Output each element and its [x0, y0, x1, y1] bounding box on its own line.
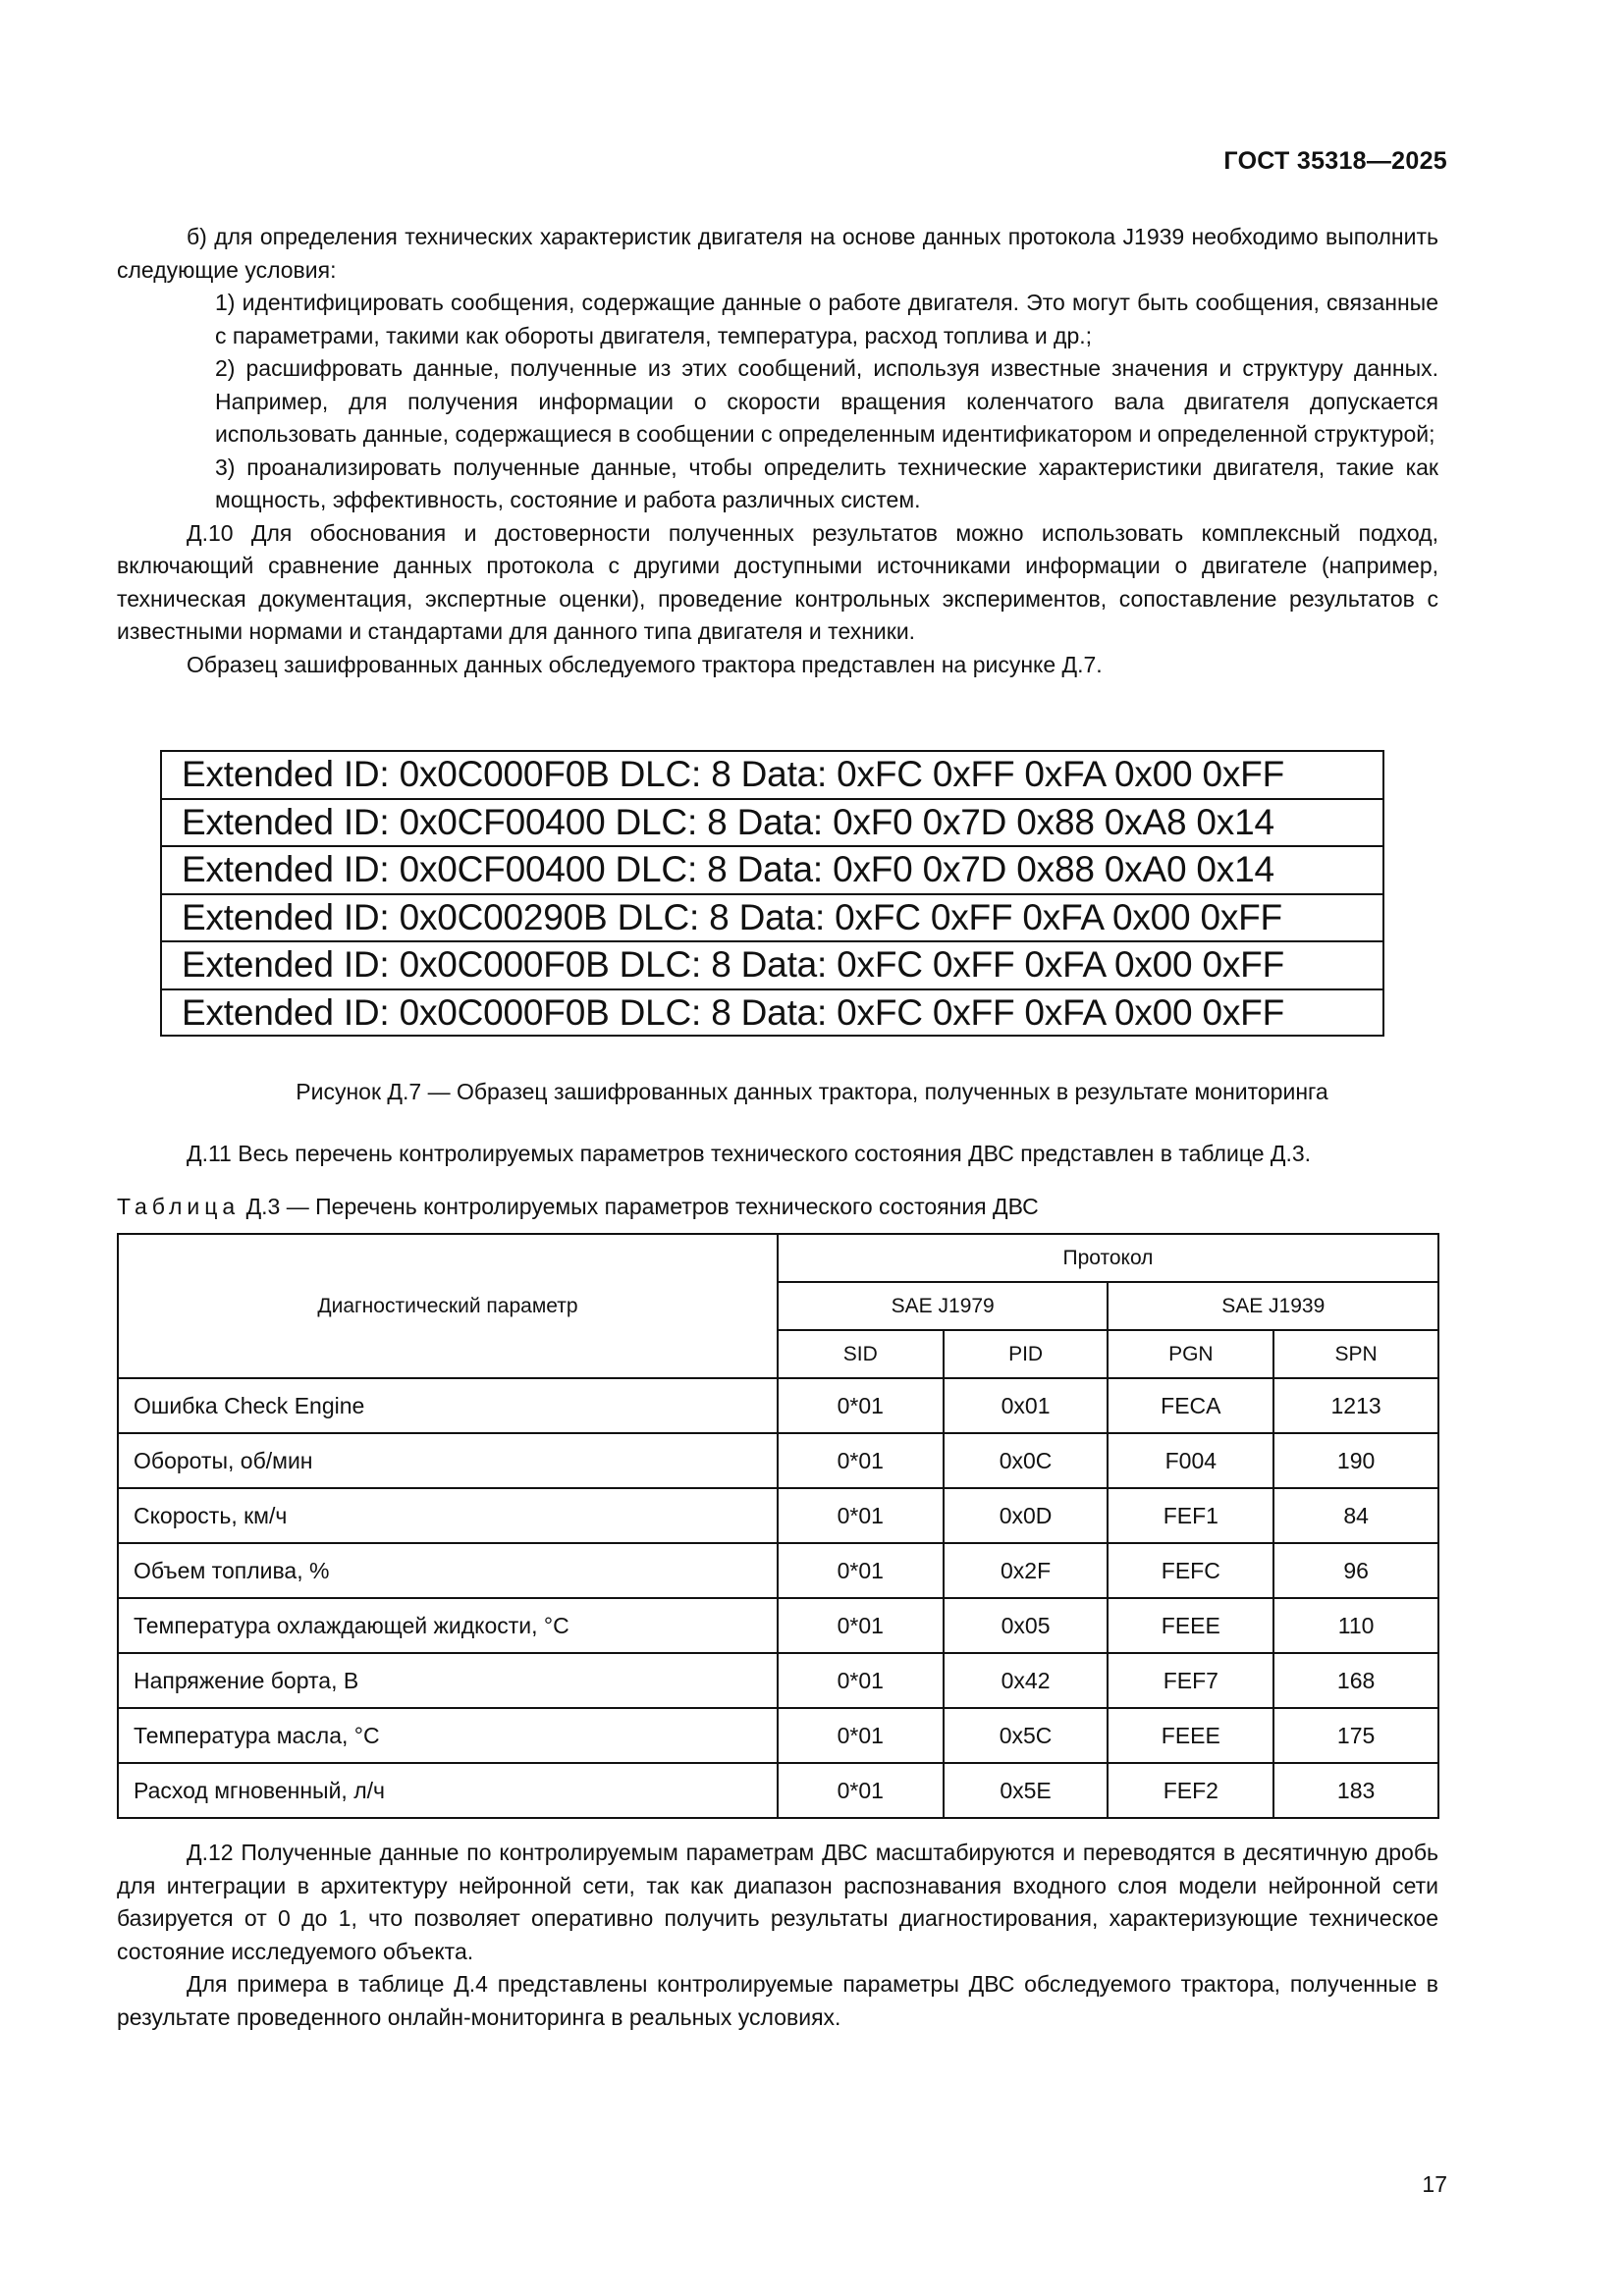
- cell-parameter: Расход мгновенный, л/ч: [118, 1763, 778, 1818]
- cell-sid: 0*01: [778, 1543, 944, 1598]
- list-item-3: 3) проанализировать полученные данные, чтобы определить технические характеристики двигателя, такие как мощность, эффективность, состояние и работа различных систем.: [215, 454, 1438, 512]
- can-message-line: Extended ID: 0x0CF00400 DLC: 8 Data: 0xF0 0x7D 0x88 0xA8 0x14: [162, 800, 1382, 848]
- cell-parameter: Скорость, км/ч: [118, 1488, 778, 1543]
- can-data-figure: [160, 750, 1384, 1037]
- header-spn: SPN: [1273, 1330, 1438, 1378]
- cell-pid: 0x5C: [944, 1708, 1109, 1763]
- cell-sid: 0*01: [778, 1378, 944, 1433]
- can-message-line: Extended ID: 0x0C000F0B DLC: 8 Data: 0xFC 0xFF 0xFA 0x00 0xFF: [162, 752, 1382, 800]
- cell-parameter: Напряжение борта, В: [118, 1653, 778, 1708]
- table-row: [118, 1763, 1438, 1818]
- table-row: [118, 1708, 1438, 1763]
- can-message-line: Extended ID: 0x0CF00400 DLC: 8 Data: 0xF0 0x7D 0x88 0xA0 0x14: [162, 847, 1382, 895]
- table-title-text: Д.3 — Перечень контролируемых параметров технического состояния ДВС: [240, 1194, 1039, 1219]
- table-row: [118, 1433, 1438, 1488]
- cell-spn: 190: [1273, 1433, 1438, 1488]
- list-item-2: 2) расшифровать данные, полученные из этих сообщений, используя известные значения и структуру данных. Например, для получения информации о скорости вращения коленчатого вала двигателя допускается использовать данные, содержащиеся в сообщении с определенным идентификатором и определенной структурой;: [215, 355, 1438, 447]
- paragraph-d11: Д.11 Весь перечень контролируемых параметров технического состояния ДВС представлен в таблице Д.3.: [187, 1141, 1312, 1166]
- upper-text-block: [117, 221, 1438, 681]
- cell-spn: 110: [1273, 1598, 1438, 1653]
- lower-text-block: [117, 1837, 1438, 2034]
- table-row: [118, 1653, 1438, 1708]
- paragraph-sample-intro: Образец зашифрованных данных обследуемого трактора представлен на рисунке Д.7.: [187, 651, 1103, 677]
- header-sae-j1939: SAE J1939: [1108, 1282, 1438, 1330]
- paragraph-example: Для примера в таблице Д.4 представлены контролируемые параметры ДВС обследуемого трактора, полученные в результате проведенного онлайн-мониторинга в реальных условиях.: [117, 1971, 1438, 2030]
- cell-sid: 0*01: [778, 1433, 944, 1488]
- can-message-line: Extended ID: 0x0C00290B DLC: 8 Data: 0xFC 0xFF 0xFA 0x00 0xFF: [162, 895, 1382, 943]
- table-title: [117, 1194, 1039, 1220]
- table-row: [118, 1598, 1438, 1653]
- header-sae-j1979: SAE J1979: [778, 1282, 1109, 1330]
- table-row: [118, 1488, 1438, 1543]
- header-pid: PID: [944, 1330, 1109, 1378]
- cell-pgn: FEEE: [1108, 1708, 1273, 1763]
- cell-pid: 0x05: [944, 1598, 1109, 1653]
- list-item-1: 1) идентифицировать сообщения, содержащие данные о работе двигателя. Это могут быть сообщения, связанные с параметрами, такими как обороты двигателя, температура, расход топлива и др.;: [215, 290, 1438, 348]
- cell-spn: 175: [1273, 1708, 1438, 1763]
- page-number: 17: [1422, 2171, 1447, 2197]
- cell-spn: 96: [1273, 1543, 1438, 1598]
- cell-pgn: FEF2: [1108, 1763, 1273, 1818]
- header-sid: SID: [778, 1330, 944, 1378]
- cell-pgn: FEFC: [1108, 1543, 1273, 1598]
- cell-spn: 183: [1273, 1763, 1438, 1818]
- cell-pgn: F004: [1108, 1433, 1273, 1488]
- header-pgn: PGN: [1108, 1330, 1273, 1378]
- cell-pid: 0x01: [944, 1378, 1109, 1433]
- cell-parameter: Ошибка Check Engine: [118, 1378, 778, 1433]
- table-row: [118, 1543, 1438, 1598]
- paragraph-d12: Д.12 Полученные данные по контролируемым параметрам ДВС масштабируются и переводятся в десятичную дробь для интеграции в архитектуру нейронной сети, так как диапазон распознавания входного слоя модели нейронной сети базируется от 0 до 1, что позволяет оперативно получить результаты диагностирования, характеризующие техническое состояние исследуемого объекта.: [117, 1840, 1438, 1964]
- cell-sid: 0*01: [778, 1708, 944, 1763]
- cell-sid: 0*01: [778, 1488, 944, 1543]
- cell-parameter: Температура масла, °С: [118, 1708, 778, 1763]
- cell-pid: 0x0D: [944, 1488, 1109, 1543]
- cell-pid: 0x0C: [944, 1433, 1109, 1488]
- cell-spn: 1213: [1273, 1378, 1438, 1433]
- figure-caption: Рисунок Д.7 — Образец зашифрованных данных трактора, полученных в результате мониторинга: [296, 1079, 1328, 1104]
- cell-pid: 0x42: [944, 1653, 1109, 1708]
- table-row: [118, 1378, 1438, 1433]
- can-message-line: Extended ID: 0x0C000F0B DLC: 8 Data: 0xFC 0xFF 0xFA 0x00 0xFF: [182, 991, 1284, 1033]
- cell-parameter: Обороты, об/мин: [118, 1433, 778, 1488]
- cell-pgn: FEF7: [1108, 1653, 1273, 1708]
- cell-pgn: FEF1: [1108, 1488, 1273, 1543]
- cell-sid: 0*01: [778, 1763, 944, 1818]
- paragraph-b-intro: б) для определения технических характеристик двигателя на основе данных протокола J1939 необходимо выполнить следующие условия:: [117, 224, 1438, 283]
- header-diagnostic-parameter: Диагностический параметр: [118, 1234, 778, 1378]
- can-message-line: Extended ID: 0x0C000F0B DLC: 8 Data: 0xFC 0xFF 0xFA 0x00 0xFF: [162, 942, 1382, 990]
- cell-parameter: Объем топлива, %: [118, 1543, 778, 1598]
- cell-pid: 0x2F: [944, 1543, 1109, 1598]
- header-protocol: Протокол: [778, 1234, 1438, 1282]
- cell-spn: 168: [1273, 1653, 1438, 1708]
- cell-sid: 0*01: [778, 1598, 944, 1653]
- paragraph-d10: Д.10 Для обоснования и достоверности полученных результатов можно использовать комплексный подход, включающий сравнение данных протокола с другими доступными источниками информации о двигателе (например, техническая документация, экспертные оценки), проведение контрольных экспериментов, сопоставление результатов с известными нормами и стандартами для данного типа двигателя и техники.: [117, 519, 1438, 644]
- cell-parameter: Температура охлаждающей жидкости, °С: [118, 1598, 778, 1653]
- cell-sid: 0*01: [778, 1653, 944, 1708]
- table-title-prefix: Таблица: [117, 1194, 241, 1219]
- cell-pgn: FECA: [1108, 1378, 1273, 1433]
- cell-spn: 84: [1273, 1488, 1438, 1543]
- document-code-header: ГОСТ 35318—2025: [1223, 147, 1447, 175]
- cell-pid: 0x5E: [944, 1763, 1109, 1818]
- parameters-table: [117, 1233, 1439, 1819]
- cell-pgn: FEEE: [1108, 1598, 1273, 1653]
